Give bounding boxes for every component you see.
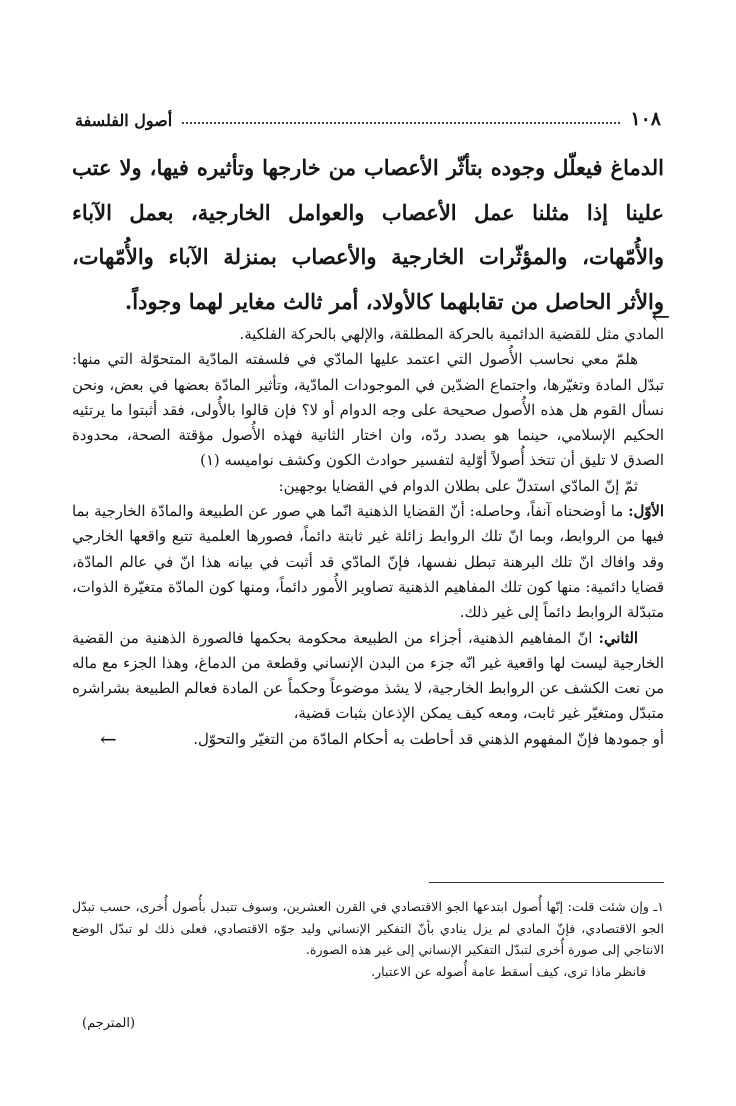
page-turn-arrow-icon: ←: [100, 726, 117, 751]
header-dotted-leader: [182, 122, 620, 124]
notes-paragraph-5: [72, 626, 664, 727]
first-point-text: ما أوضحناه آنفاً، وحاصله: أنّ القضايا الذهنية انّما هي صور عن الطبيعة والمادّة الخارجية بما فيها من الروابط، وبما انّ تلك الروابط زائلة غير ثابتة دائماً، فصورها العلمية تتبع واقعها الخارجي وقد وافاك انّ تلك البرهنة تبطل نفسها، فإنّ المادّي قد أثبت في بيانه هذا انّ في عالم المادّة، قضايا دائمية: منها كون تلك المفاهيم الذهنية تصاوير الأُمور دائماً، ومنها كون المادّة متغيّرة الذوات، متبدّلة الروابط دائماً إلى غير ذلك.: [72, 503, 664, 622]
second-point-last-line: أو جمودها فإنّ المفهوم الذهني قد أحاطت به أحكام المادّة من التغيّر والتحوّل.: [193, 730, 664, 748]
notes-section: [72, 322, 664, 752]
footnote-rule: [429, 882, 664, 883]
notes-paragraph-1: المادي مثل للقضية الدائمية بالحركة المطلقة، والإلهي بالحركة الفلكية.: [239, 326, 664, 343]
notes-paragraph-4: [72, 499, 664, 625]
notes-paragraph-3: ثمّ إنّ المادّي استدلّ على بطلان الدوام في القضايا بوجهين:: [278, 477, 638, 495]
second-point-text: انّ المفاهيم الذهنية، أجزاء من الطبيعة محكومة بحكمها فالصورة الذهنية من القضية الخارجية ليست لها واقعية غير انّه جزء من البدن الإنساني وقطعة من الدماغ، وهذا الجزء مع ماله من نعت الكشف عن الروابط الخارجية، لا يشذ موضوعاً وحكماً عن المادة فعالم الطبيعة بشراشره متبدّل ومتغيّر غير ثابت، ومعه كيف يمكن الإذعان بثبات قضية،: [72, 629, 664, 723]
first-point-label: الأوّل:: [628, 503, 664, 521]
page-header: [75, 104, 661, 130]
page-number: ١٠٨: [630, 108, 661, 130]
second-point-label: الثاني:: [598, 629, 638, 647]
continuation-arrow-icon: ←: [651, 305, 670, 330]
notes-paragraph-2-text: هلمّ معي نحاسب الأُصول التي اعتمد عليها المادّي في فلسفته المادّية المتحوّلة التي منها: تبدّل المادة وتغيّرها، واجتماع الضدّين في الموجودات المادّية، وتأثير المادّة بعضها في بعض، ونحن نسأل القوم هل هذه الأُصول صحيحة على وجه الدوام أو لا؟ فإن قالوا بالأُولى، فقد أثبتوا ما يرتئيه الحكيم الإسلامي، حينما هو بصدد ردّه، وان اختار الثانية فهذه الأُصول مؤقتة الصحة، محدودة الصدق لا تليق أن تتخذ أُصولاً أوّلية لتفسير حوادث الكون وكشف نواميسه: [72, 351, 664, 470]
footnote-reference: (١): [200, 452, 220, 470]
footnote-line-1: ١ـ وإن شئت قلت: إنّها أُصول ابتدعها الجو الاقتصادي في القرن العشرين، وسوف تتبدل بأُصول أُخرى، حسب تبدّل الجو الاقتصادي، فإنّ المادي لم يزل ينادي بأنّ التفكير الإنساني وليد جوّه الاقتصادي، فعلى ذلك لو تبدّل الوضع الانتاجي إلى صورة أُخرى لتبدّل التفكير الإنساني إلى غير هذه الصورة.: [72, 899, 664, 957]
notes-last-line: [72, 727, 664, 752]
translator-note: (المترجم): [82, 1016, 136, 1031]
footnote: [72, 896, 664, 982]
notes-paragraph-2: [72, 347, 664, 473]
footnote-line-2: فانظر ماذا ترى، كيف أسقط عامة أُصوله عن الاعتبار.: [371, 963, 646, 979]
main-text: [72, 146, 664, 324]
main-paragraph: الدماغ فيعلّل وجوده بتأثّر الأعصاب من خارجها وتأثيره فيها، ولا عتب علينا إذا مثلنا عمل الأعصاب والعوامل الخارجية، بعمل الآباء والأُمّهات، والمؤثّرات الخارجية والأعصاب بمنزلة الآباء والأُمّهات، والأثر الحاصل من تقابلهما كالأولاد، أمر ثالث مغاير لهما وجوداً.: [72, 155, 664, 314]
running-title: أصول الفلسفة: [75, 111, 173, 130]
